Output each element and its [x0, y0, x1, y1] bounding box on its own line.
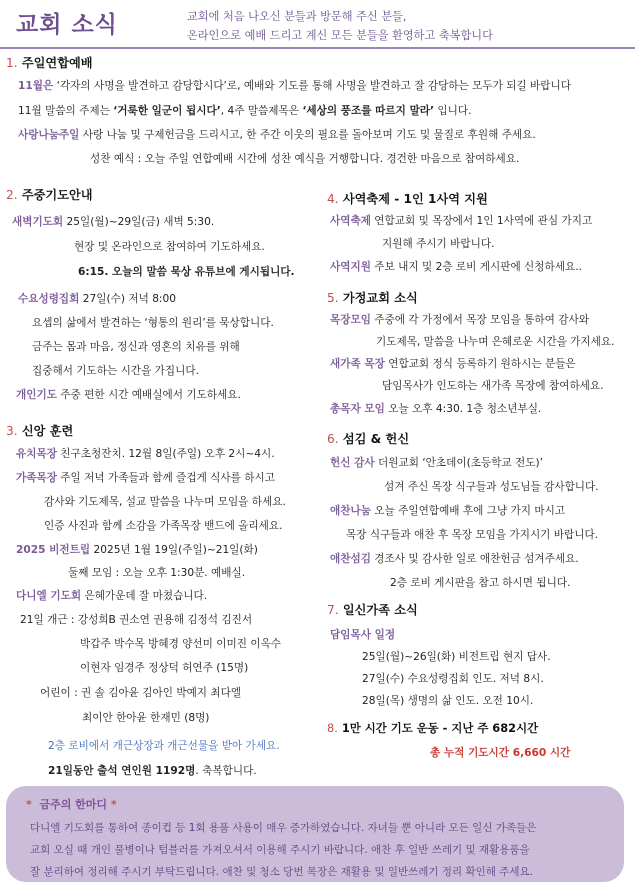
text-line: 11월은 ‘각자의 사명을 발견하고 감당합시다’로, 예배와 기도를 통해 사명을 발견하고 잘 감당하는 모두가 되길 바랍니다 — [18, 80, 571, 92]
welcome-line-2: 온라인으로 예배 드리고 계신 모든 분들을 환영하고 축복합니다 — [187, 29, 493, 42]
text-line: 집중해서 기도하는 시간을 가집니다. — [32, 365, 199, 377]
weekly-message-line: 잘 분리하여 정리해 주시기 부탁드립니다. 애찬 및 청소 당번 목장은 재활용 및 일반쓰레기 정리 확인해 주세요. — [30, 866, 534, 878]
text-line: 애찬나눔 오늘 주일연합예배 후에 그냥 가지 마시고 — [330, 505, 566, 517]
text-line: 새벽기도회 25일(월)~29일(금) 새벽 5:30. — [12, 216, 215, 228]
text-line: 기도제목, 말씀을 나누며 은혜로운 시간을 가지세요. — [376, 336, 615, 348]
section-heading: 7. 일신가족 소식 — [327, 603, 418, 617]
text-line: 목장 식구들과 애찬 후 목장 모임을 가지시기 바랍니다. — [346, 529, 599, 541]
text-line: 6:15. 오늘의 말씀 묵상 유튜브에 게시됩니다. — [78, 266, 295, 278]
text-line: 11월 말씀의 주제는 ‘거룩한 일군이 됩시다’, 4주 말씀제목은 ‘세상의 풍조를 따르지 말라’ 입니다. — [18, 105, 472, 117]
text-line: 21일 개근 : 강성희B 권소연 권용해 김정석 김진서 — [20, 614, 253, 626]
text-line: 성찬 예식 : 오늘 주일 연합예배 시간에 성찬 예식을 거행합니다. 경건한 마음으로 참여하세요. — [90, 153, 520, 165]
text-line: 이현자 임경주 정상덕 허연주 (15명) — [80, 662, 249, 674]
text-line: 사랑나눔주일 사랑 나눔 및 구제헌금을 드리시고, 한 주간 이웃의 필요를 돌아보며 기도 및 물질로 후원해 주세요. — [18, 129, 536, 141]
weekly-message-title: * 금주의 한마디 * — [26, 798, 117, 811]
text-line: 2층 로비에서 개근상장과 개근선물을 받아 가세요. — [48, 740, 280, 752]
header-divider — [0, 47, 635, 49]
text-line: 요셉의 삶에서 발견하는 ‘형통의 원리’를 묵상합니다. — [32, 317, 274, 329]
section-heading: 5. 가정교회 소식 — [327, 291, 418, 305]
text-line: 목장모임 주중에 각 가정에서 목장 모임을 통하여 감사와 — [330, 314, 589, 326]
text-line: 섬겨 주신 목장 식구들과 성도님들 감사합니다. — [384, 481, 599, 493]
text-line: 개인기도 주중 편한 시간 예배실에서 기도하세요. — [16, 389, 241, 401]
weekly-message-line: 다니엘 기도회를 통하여 종이컵 등 1회 용품 사용이 매우 증가하였습니다. 자녀들 뿐 아니라 모든 일신 가족들은 — [30, 822, 537, 834]
text-line: 사역지원 주보 내지 및 2층 로비 게시판에 신청하세요.. — [330, 261, 582, 273]
text-line: 인증 사진과 함께 소감을 가족목장 밴드에 올리세요. — [44, 520, 283, 532]
text-line: 유치목장 친구초청잔치. 12월 8일(주일) 오후 2시~4시. — [16, 448, 275, 460]
text-line: 사역축제 연합교회 및 목장에서 1인 1사역에 관심 가지고 — [330, 215, 593, 227]
text-line: 최이안 한아윤 한재민 (8명) — [82, 712, 210, 724]
pastor-schedule-label: 담임목사 일정 — [330, 629, 396, 641]
text-line: 담임목사가 인도하는 새가족 목장에 참여하세요. — [382, 380, 604, 392]
weekly-message-line: 교회 오실 때 개인 물병이나 텀블러를 가져오셔서 이용해 주시기 바랍니다. 애찬 후 일반 쓰레기 및 재활용품을 — [30, 844, 530, 856]
text-line: 금주는 몸과 마음, 정신과 영혼의 치유를 위해 — [32, 341, 240, 353]
section-heading: 4. 사역축제 - 1인 1사역 지원 — [327, 192, 488, 206]
weekly-message-box — [6, 786, 624, 882]
text-line: 25일(월)~26일(화) 비전트립 현지 답사. — [362, 651, 551, 663]
section-heading: 2. 주중기도안내 — [6, 188, 93, 202]
text-line: 수요성령집회 27일(수) 저녁 8:00 — [18, 293, 176, 305]
text-line: 박갑주 박수목 방혜경 양선미 이미진 이옥수 — [80, 638, 282, 650]
section-heading: 8. 1만 시간 기도 운동 - 지난 주 682시간 — [327, 721, 539, 735]
page-header — [0, 0, 635, 50]
text-line: 가족목장 주일 저녁 가족들과 함께 즐겁게 식사를 하시고 — [16, 472, 275, 484]
text-line: 헌신 감사 더원교회 ‘안초데이(초등학교 전도)’ — [330, 457, 543, 469]
text-line: 지원해 주시기 바랍니다. — [382, 238, 495, 250]
text-line: 둘째 모임 : 오늘 오후 1:30분. 예배실. — [68, 567, 246, 579]
text-line: 21일동안 출석 연인원 1192명. 축복합니다. — [48, 765, 257, 777]
text-line: 총목자 모임 오늘 오후 4:30. 1층 청소년부실. — [330, 403, 542, 415]
section-heading: 3. 신앙 훈련 — [6, 424, 74, 438]
prayer-total: 총 누적 기도시간 6,660 시간 — [430, 747, 571, 759]
text-line: 다니엘 기도회 은혜가운데 잘 마쳤습니다. — [16, 590, 208, 602]
page-title: 교회 소식 — [16, 12, 118, 38]
text-line: 2025 비전트립 2025년 1월 19일(주일)~21일(화) — [16, 544, 258, 556]
text-line: 감사와 기도제목, 설교 말씀을 나누며 모임을 하세요. — [44, 496, 286, 508]
welcome-line-1: 교회에 처음 나오신 분들과 방문해 주신 분들, — [187, 10, 407, 23]
text-line: 28일(목) 생명의 삶 인도. 오전 10시. — [362, 695, 534, 707]
text-line: 새가족 목장 연합교회 정식 등록하기 원하시는 분들은 — [330, 358, 576, 370]
section-heading: 6. 섬김 & 헌신 — [327, 432, 410, 446]
section-heading: 1. 주일연합예배 — [6, 56, 93, 70]
text-line: 2층 로비 게시판을 참고 하시면 됩니다. — [390, 577, 571, 589]
text-line: 어린이 : 권 솔 김아윤 김아인 박예지 최다엘 — [40, 687, 242, 699]
text-line: 27일(수) 수요성령집회 인도. 저녁 8시. — [362, 673, 544, 685]
text-line: 애찬섬김 경조사 및 감사한 일로 애찬헌금 섬겨주세요. — [330, 553, 579, 565]
text-line: 현장 및 온라인으로 참여하여 기도하세요. — [74, 241, 265, 253]
